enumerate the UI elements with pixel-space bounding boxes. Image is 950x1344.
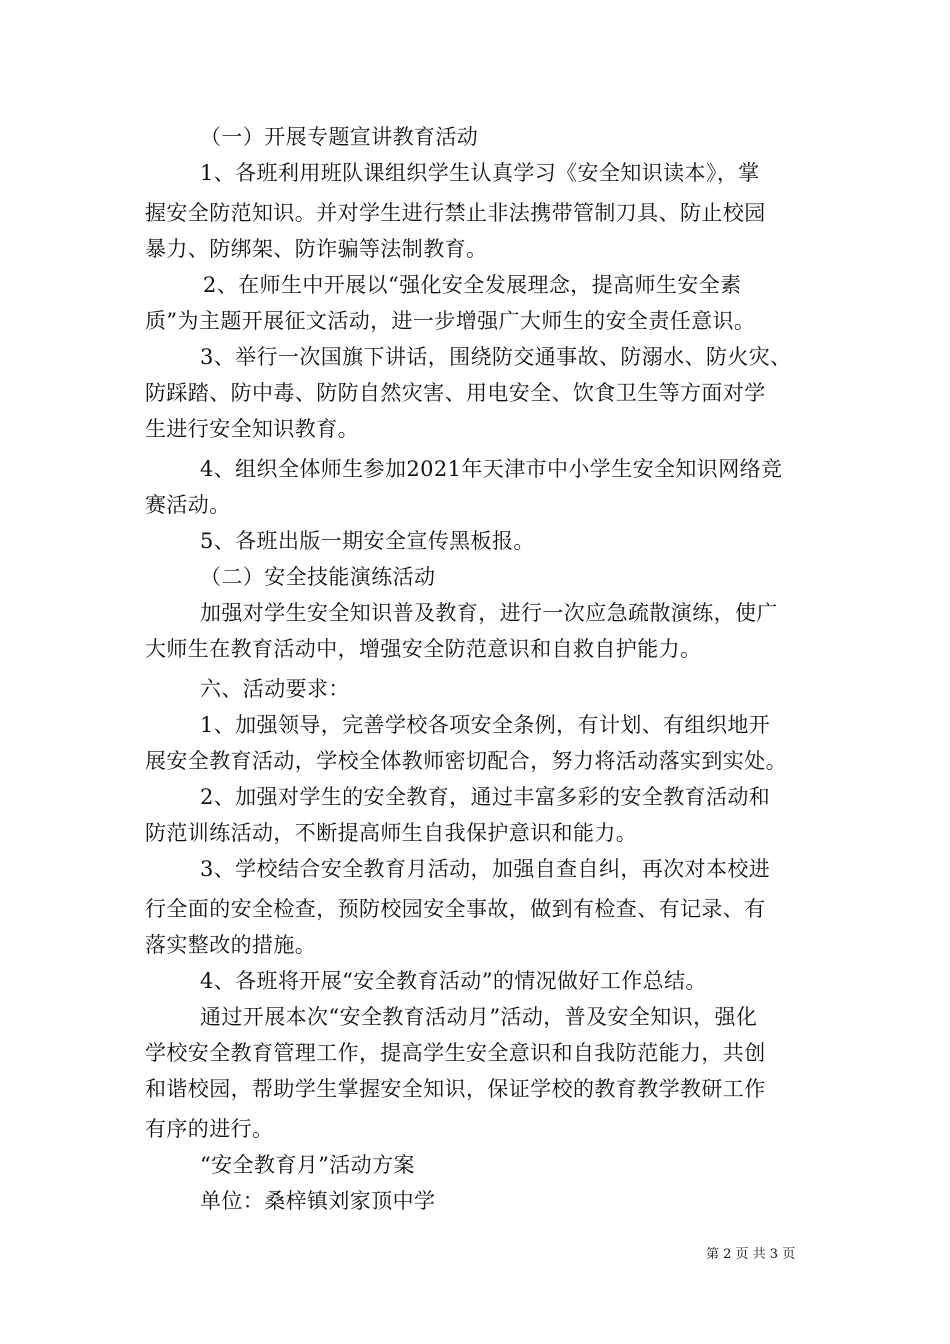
paragraph-line: 3、学校结合安全教育月活动，加强自查自纠，再次对本校进 xyxy=(200,857,771,881)
paragraph-line: 4、各班将开展“安全教育活动”的情况做好工作总结。 xyxy=(200,969,707,993)
paragraph-line: 1、加强领导，完善学校各项安全条例，有计划、有组织地开 xyxy=(200,713,771,737)
paragraph-line: 和谐校园，帮助学生掌握安全知识，保证学校的教育教学教研工作 xyxy=(145,1077,766,1101)
section-heading-1: （一）开展专题宣讲教育活动 xyxy=(200,125,479,149)
paragraph-line: 加强对学生安全知识普及教育，进行一次应急疏散演练，使广 xyxy=(200,601,778,625)
paragraph-line: 有序的进行。 xyxy=(145,1117,274,1141)
paragraph-line: 通过开展本次“安全教育活动月”活动，普及安全知识，强化 xyxy=(200,1005,758,1029)
paragraph-line: 4、组织全体师生参加2021年天津市中小学生安全知识网络竞 xyxy=(200,457,783,481)
section-heading-2: （二）安全技能演练活动 xyxy=(200,565,436,589)
paragraph-line: 2、加强对学生的安全教育，通过丰富多彩的安全教育活动和 xyxy=(200,785,771,809)
paragraph-line: 大师生在教育活动中，增强安全防范意识和自救自护能力。 xyxy=(145,637,702,661)
paragraph-line: 防踩踏、防中毒、防防自然灾害、用电安全、饮食卫生等方面对学 xyxy=(145,381,766,405)
paragraph-line: 暴力、防绑架、防诈骗等法制教育。 xyxy=(145,237,488,261)
paragraph-line: 防范训练活动，不断提高师生自我保护意识和能力。 xyxy=(145,821,638,845)
paragraph-line: 握安全防范知识。并对学生进行禁止非法携带管制刀具、防止校园 xyxy=(145,201,766,225)
section-heading-3: 六、活动要求： xyxy=(200,677,350,701)
paragraph-line: 1、各班利用班队课组织学生认真学习《安全知识读本》，掌 xyxy=(200,161,760,185)
paragraph-line: 落实整改的措施。 xyxy=(145,933,317,957)
paragraph-line: 赛活动。 xyxy=(145,493,231,517)
paragraph-line: 质”为主题开展征文活动，进一步增强广大师生的安全责任意识。 xyxy=(145,309,756,333)
page-number: 第 2 页 共 3 页 xyxy=(706,1247,796,1262)
paragraph-line: 展安全教育活动，学校全体教师密切配合，努力将活动落实到实处。 xyxy=(145,749,787,773)
paragraph-line: 学校安全教育管理工作，提高学生安全意识和自我防范能力，共创 xyxy=(145,1041,766,1065)
paragraph-line: 2、在师生中开展以“强化安全发展理念，提高师生安全素 xyxy=(203,273,742,297)
paragraph-line: 5、各班出版一期安全宣传黑板报。 xyxy=(200,529,535,553)
organization-line: 单位：桑梓镇刘家顶中学 xyxy=(200,1189,436,1213)
paragraph-line: 3、举行一次国旗下讲话，围绕防交通事故、防溺水、防火灾、 xyxy=(200,345,792,369)
paragraph-line: 行全面的安全检查，预防校园安全事故，做到有检查、有记录、有 xyxy=(145,897,766,921)
paragraph-line: 生进行安全知识教育。 xyxy=(145,417,359,441)
plan-title: “安全教育月”活动方案 xyxy=(200,1153,415,1177)
